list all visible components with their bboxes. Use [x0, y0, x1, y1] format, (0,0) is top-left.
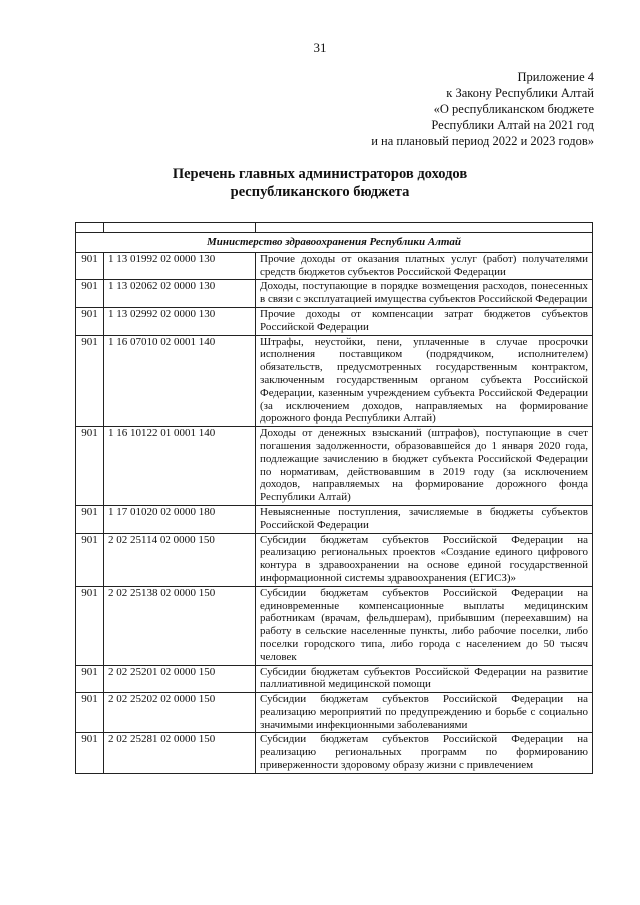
table-header-spacer	[76, 223, 593, 233]
administrators-table	[75, 222, 593, 774]
document-title	[0, 165, 640, 201]
appendix-line: и на плановый период 2022 и 2023 годов»	[371, 134, 594, 148]
budget-code: 2 02 25202 02 0000 150	[104, 693, 256, 733]
budget-code: 1 16 10122 01 0001 140	[104, 427, 256, 506]
income-name: Субсидии бюджетам субъектов Российской Федерации на развитие паллиативной медицинской помощи	[256, 665, 593, 693]
table-row	[76, 693, 593, 733]
appendix-line: Республики Алтай на 2021 год	[431, 118, 594, 132]
income-name: Невыясненные поступления, зачисляемые в бюджеты субъектов Российской Федерации	[256, 505, 593, 533]
table-row	[76, 335, 593, 427]
income-name: Субсидии бюджетам субъектов Российской Федерации на единовременные компенсационные выплаты медицинским работникам (врачам, фельдшерам), прибывшим (переехавшим) на работу в сельские населенные пункты, либо рабочие поселки, либо поселки городского типа, либо города с населением до 50 тысяч человек	[256, 586, 593, 665]
admin-code: 901	[76, 307, 104, 335]
table-row	[76, 280, 593, 308]
budget-code: 1 16 07010 02 0001 140	[104, 335, 256, 427]
admin-code: 901	[76, 586, 104, 665]
table-row	[76, 427, 593, 506]
budget-code: 1 13 01992 02 0000 130	[104, 252, 256, 280]
title-line: республиканского бюджета	[230, 184, 410, 200]
admin-code: 901	[76, 335, 104, 427]
income-name: Субсидии бюджетам субъектов Российской Федерации на реализацию региональных программ по формированию приверженности здоровому образу жизни с привлечением	[256, 733, 593, 773]
admin-code: 901	[76, 252, 104, 280]
budget-code: 1 17 01020 02 0000 180	[104, 505, 256, 533]
appendix-line: «О республиканском бюджете	[433, 102, 594, 116]
budget-code: 1 13 02992 02 0000 130	[104, 307, 256, 335]
table-body	[76, 223, 593, 774]
table-row	[76, 252, 593, 280]
budget-code: 2 02 25114 02 0000 150	[104, 533, 256, 586]
budget-code: 2 02 25281 02 0000 150	[104, 733, 256, 773]
ministry-name: Министерство здравоохранения Республики Алтай	[76, 233, 593, 253]
admin-code: 901	[76, 427, 104, 506]
income-name: Прочие доходы от оказания платных услуг (работ) получателями средств бюджетов субъектов Российской Федерации	[256, 252, 593, 280]
appendix-line: Приложение 4	[517, 70, 594, 84]
table-row	[76, 533, 593, 586]
income-name: Доходы от денежных взысканий (штрафов), поступающие в счет погашения задолженности, образовавшейся до 1 января 2020 года, подлежащие зачислению в бюджет субъекта Российской Федерации по нормативам, действовавшим в 2019 году (за исключением доходов, направляемых на формирование дорожного фонда Республики Алтай)	[256, 427, 593, 506]
admin-code: 901	[76, 693, 104, 733]
table-row	[76, 505, 593, 533]
admin-code: 901	[76, 280, 104, 308]
admin-code: 901	[76, 533, 104, 586]
appendix-line: к Закону Республики Алтай	[446, 86, 594, 100]
header-cell	[104, 223, 256, 233]
income-name: Доходы, поступающие в порядке возмещения расходов, понесенных в связи с эксплуатацией имущества субъектов Российской Федерации	[256, 280, 593, 308]
header-cell	[256, 223, 593, 233]
ministry-row	[76, 233, 593, 253]
income-name: Субсидии бюджетам субъектов Российской Федерации на реализацию мероприятий по предупреждению и борьбе с социально значимыми инфекционными заболеваниями	[256, 693, 593, 733]
admin-code: 901	[76, 505, 104, 533]
budget-code: 2 02 25138 02 0000 150	[104, 586, 256, 665]
income-name: Штрафы, неустойки, пени, уплаченные в случае просрочки исполнения поставщиком (подрядчиком, исполнителем) обязательств, предусмотренных государственным контрактом, заключенным государственным органом субъекта Российской Федерации, казенным учреждением субъекта Российской Федерации (за исключением доходов, направляемых на формирование дорожного фонда Республики Алтай)	[256, 335, 593, 427]
income-name: Прочие доходы от компенсации затрат бюджетов субъектов Российской Федерации	[256, 307, 593, 335]
appendix-header	[371, 69, 594, 149]
admin-code: 901	[76, 733, 104, 773]
title-line: Перечень главных администраторов доходов	[172, 166, 468, 182]
budget-code: 2 02 25201 02 0000 150	[104, 665, 256, 693]
table-row	[76, 586, 593, 665]
header-cell	[76, 223, 104, 233]
table-row	[76, 733, 593, 773]
table-row	[76, 307, 593, 335]
admin-code: 901	[76, 665, 104, 693]
income-name: Субсидии бюджетам субъектов Российской Федерации на реализацию региональных проектов «Создание единого цифрового контура в здравоохранении на основе единой государственной информационной системы здравоохранения (ЕГИСЗ)»	[256, 533, 593, 586]
budget-code: 1 13 02062 02 0000 130	[104, 280, 256, 308]
page-number: 31	[313, 40, 327, 55]
table-row	[76, 665, 593, 693]
